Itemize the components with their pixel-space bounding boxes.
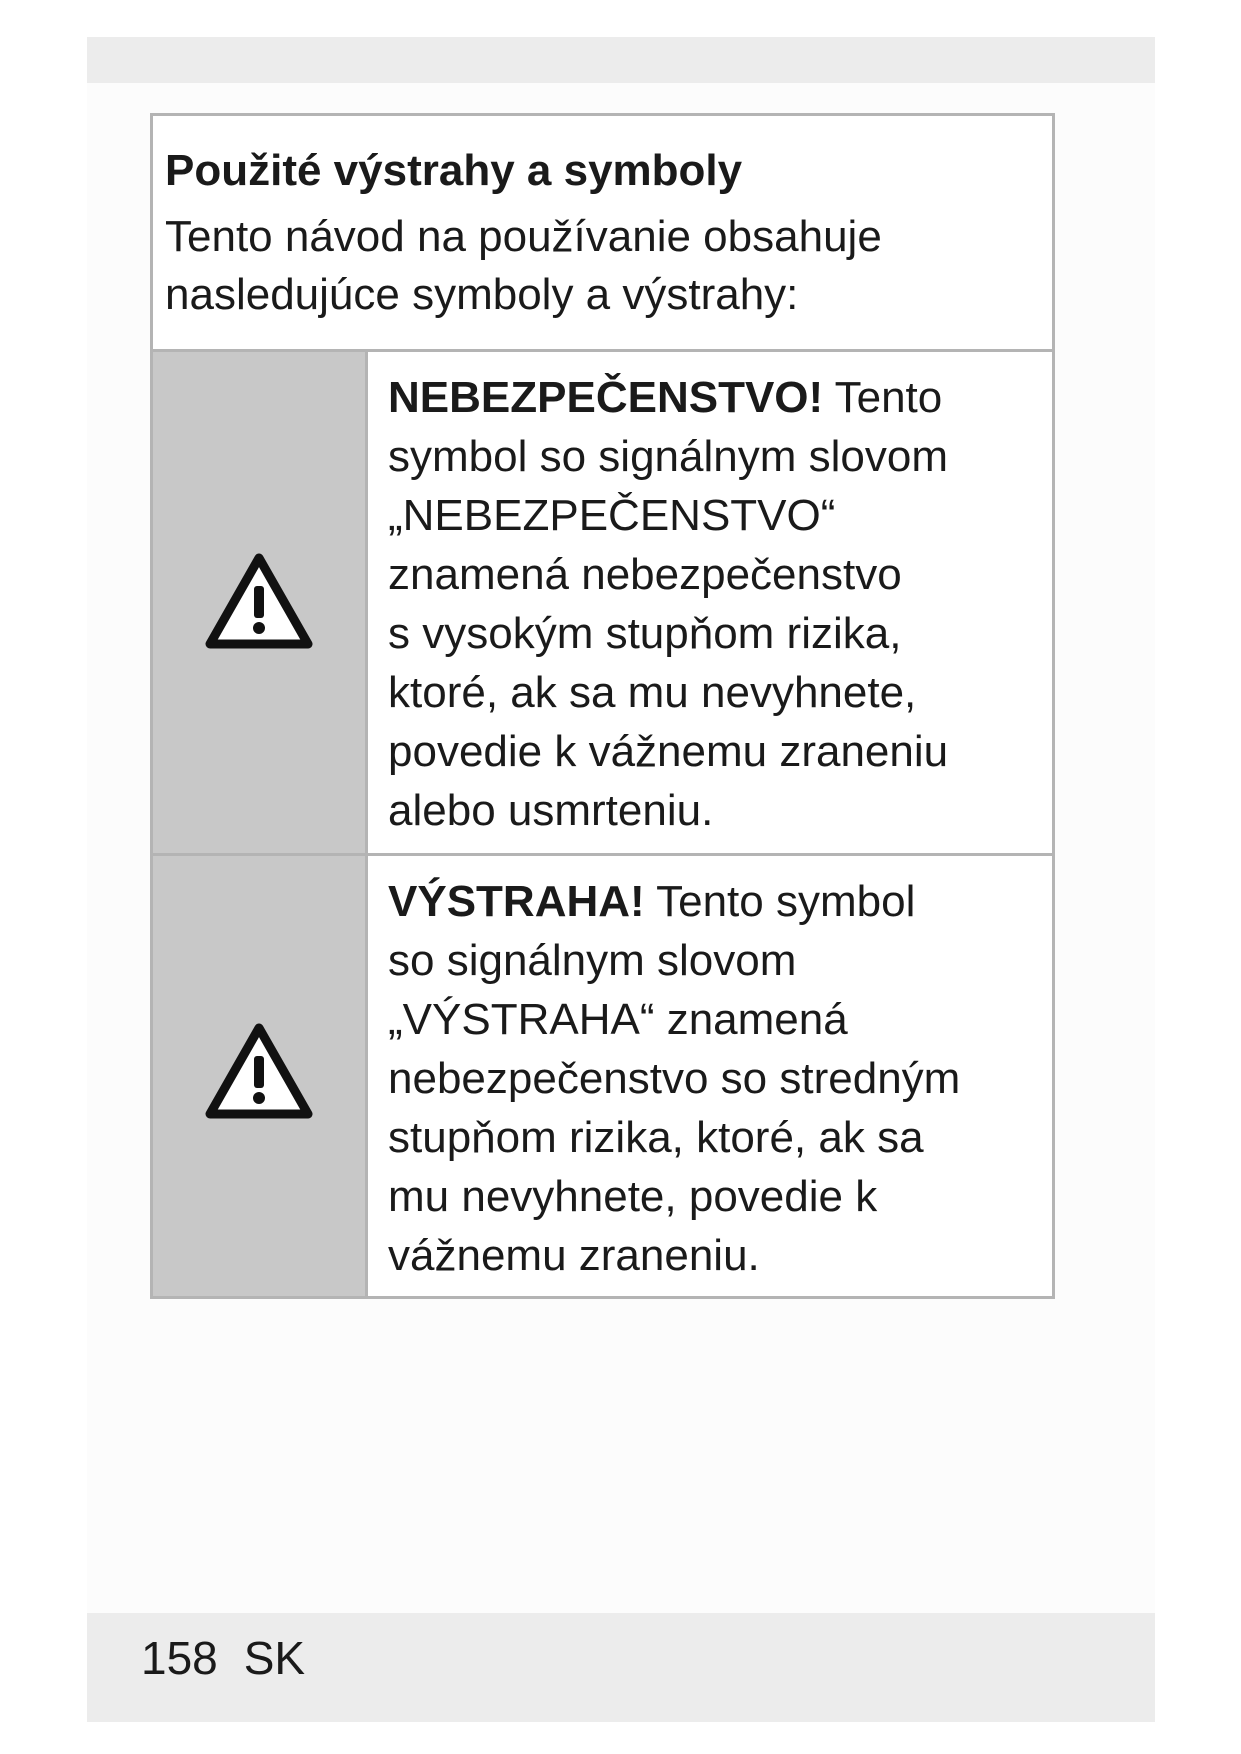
warning-line: „NEBEZPEČENSTVO“ (388, 491, 836, 540)
warning-line: „VÝSTRAHA“ znamená (388, 995, 848, 1044)
icon-cell (153, 352, 368, 853)
warning-text (368, 856, 1052, 1285)
intro-line: Tento návod na používanie obsahuje (165, 212, 882, 261)
manual-page (87, 37, 1155, 1722)
warning-row-warning (153, 856, 1052, 1296)
warning-text (368, 352, 1052, 840)
section-title: Použité výstrahy a symboly (165, 146, 743, 195)
page-footer (141, 1630, 305, 1686)
intro-text (165, 208, 1052, 324)
warning-line: s vysokým stupňom rizika, (388, 609, 902, 658)
warning-triangle-icon (205, 1022, 313, 1122)
warning-line: stupňom rizika, ktoré, ak sa (388, 1113, 924, 1162)
signal-word: VÝSTRAHA! (388, 877, 645, 926)
intro-section (153, 116, 1052, 352)
warning-line: alebo usmrteniu. (388, 786, 714, 835)
warnings-table (150, 113, 1055, 1299)
warning-line: ktoré, ak sa mu nevyhnete, (388, 668, 917, 717)
warning-text-fragment: Tento (823, 373, 943, 422)
warning-text-fragment: Tento symbol (644, 877, 916, 926)
warning-line: nebezpečenstvo so stredným (388, 1054, 961, 1103)
warning-triangle-icon (205, 552, 313, 652)
page-number: 158 (141, 1632, 218, 1684)
icon-cell (153, 856, 368, 1296)
warning-line: symbol so signálnym slovom (388, 432, 948, 481)
top-margin-band (87, 37, 1155, 83)
warning-first-line (388, 872, 1052, 931)
warning-line: vážnemu zraneniu. (388, 1231, 760, 1280)
warning-line: znamená nebezpečenstvo (388, 550, 902, 599)
warning-first-line (388, 368, 1052, 427)
warning-line: mu nevyhnete, povedie k (388, 1172, 878, 1221)
language-code: SK (243, 1632, 306, 1684)
signal-word: NEBEZPEČENSTVO! (388, 373, 824, 422)
warning-row-danger (153, 352, 1052, 856)
intro-line: nasledujúce symboly a výstrahy: (165, 270, 799, 319)
warning-line: so signálnym slovom (388, 936, 797, 985)
warning-line: povedie k vážnemu zraneniu (388, 727, 949, 776)
